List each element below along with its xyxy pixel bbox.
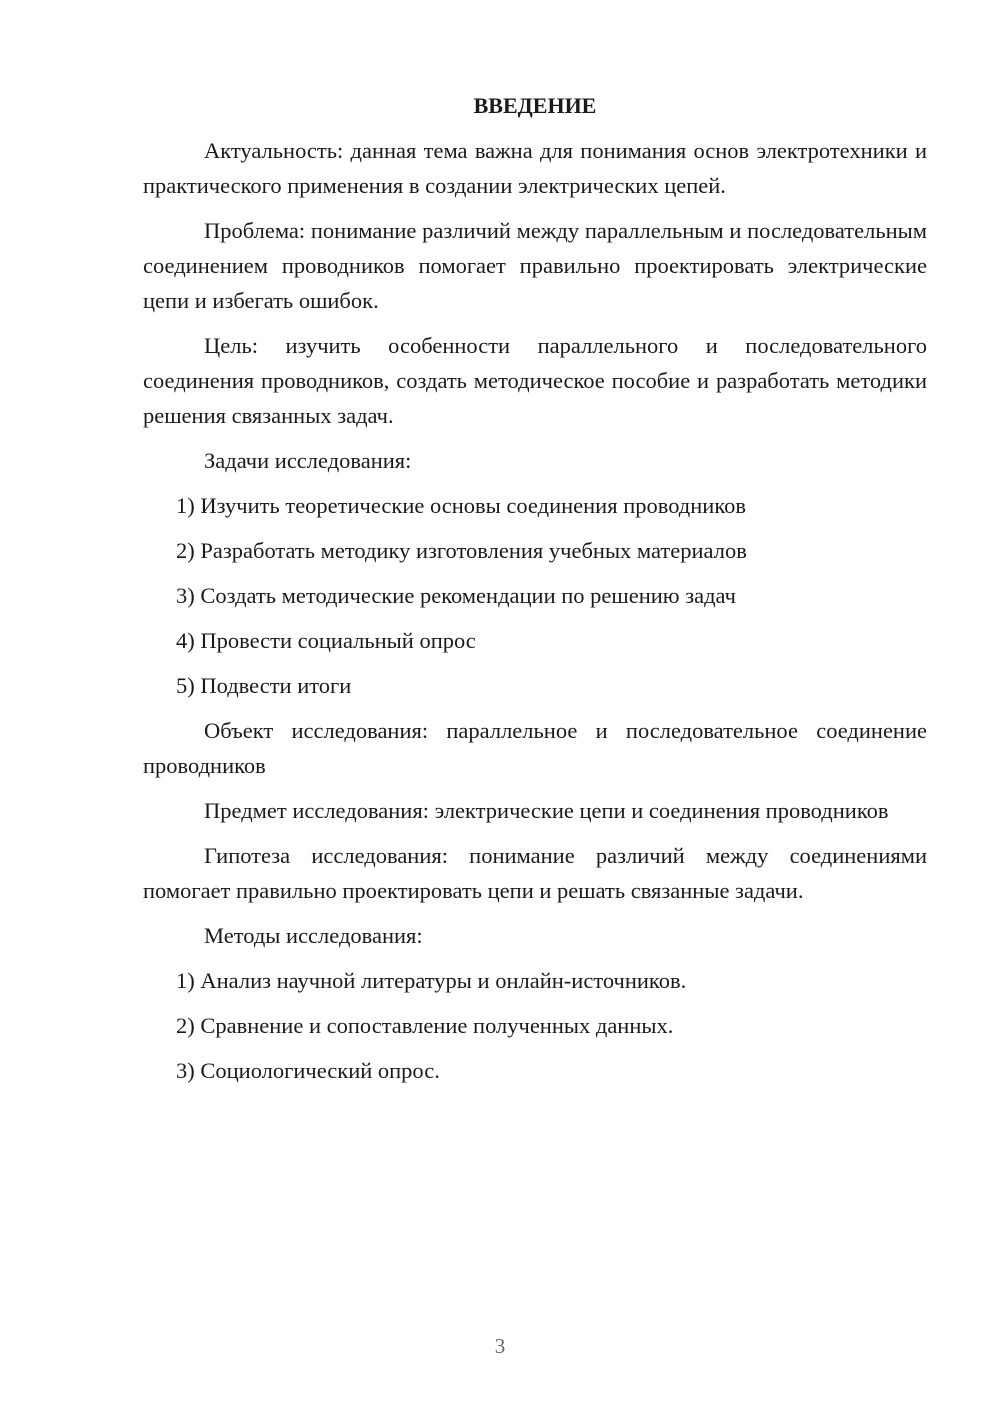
page-title: ВВЕДЕНИЕ xyxy=(473,93,597,118)
methods-heading: Методы исследования: xyxy=(204,923,423,948)
method-item: 1) Анализ научной литературы и онлайн-источников. xyxy=(176,968,687,993)
method-item: 3) Социологический опрос. xyxy=(176,1058,440,1083)
tasks-heading: Задачи исследования: xyxy=(204,448,412,473)
task-item: 5) Подвести итоги xyxy=(176,673,352,698)
task-item: 4) Провести социальный опрос xyxy=(176,628,476,653)
task-item: 1) Изучить теоретические основы соединения проводников xyxy=(176,493,747,518)
method-item: 2) Сравнение и сопоставление полученных данных. xyxy=(176,1013,674,1038)
relevance-paragraph: Актуальность: данная тема важна для понимания основ электротехники и практического применения в создании электрических цепей. xyxy=(143,138,927,198)
problem-paragraph: Проблема: понимание различий между параллельным и последовательным соединением проводников помогает правильно проектировать электрические цепи и избегать ошибок. xyxy=(143,218,927,313)
page-number: 3 xyxy=(494,1334,506,1358)
page-content xyxy=(143,88,927,1098)
object-paragraph: Объект исследования: параллельное и последовательное соединение проводников xyxy=(143,718,927,778)
task-item: 2) Разработать методику изготовления учебных материалов xyxy=(176,538,747,563)
task-item: 3) Создать методические рекомендации по решению задач xyxy=(176,583,736,608)
goal-paragraph: Цель: изучить особенности параллельного и последовательного соединения проводников, создать методическое пособие и разработать методики решения связанных задач. xyxy=(143,333,927,428)
hypothesis-paragraph: Гипотеза исследования: понимание различий между соединениями помогает правильно проектировать цепи и решать связанные задачи. xyxy=(143,843,927,903)
subject-paragraph: Предмет исследования: электрические цепи и соединения проводников xyxy=(204,798,889,823)
